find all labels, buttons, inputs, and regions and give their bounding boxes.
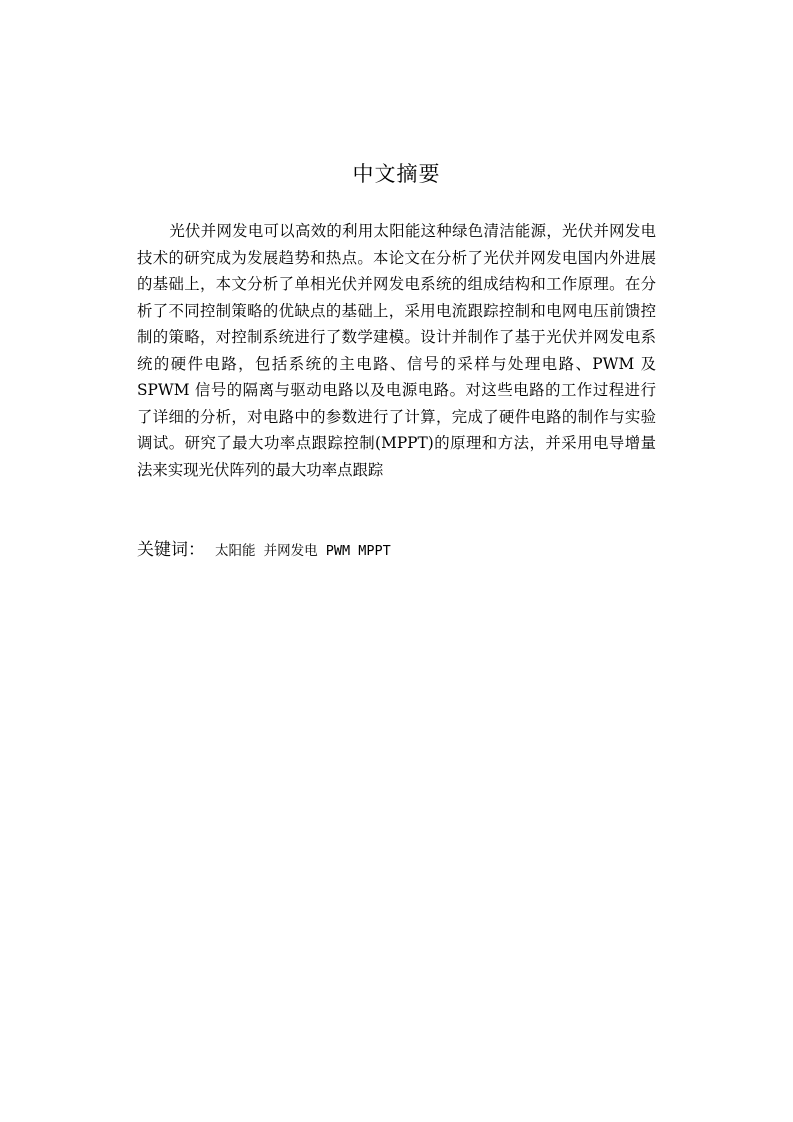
abstract-paragraph — [137, 218, 656, 483]
keywords-value: 太阳能 并网发电 PWM MPPT — [215, 543, 391, 559]
abstract-text: 光伏并网发电可以高效的利用太阳能这种绿色清洁能源，光伏并网发电技术的研究成为发展趋势和热点。本论文在分析了光伏并网发电国内外进展的基础上，本文分析了单相光伏并网发电系统的组成结构和工作原理。在分析了不同控制策略的优缺点的基础上，采用电流跟踪控制和电网电压前馈控制的策略，对控制系统进行了数学建模。设计并制作了基于光伏并网发电系统的硬件电路，包括系统的主电路、信号的采样与处理电路、PWM 及 SPWM 信号的隔离与驱动电路以及电源电路。对这些电路的工作过程进行了详细的分析，对电路中的参数进行了计算，完成了硬件电路的制作与实验调试。研究了最大功率点跟踪控制(MPPT)的原理和方法，并采用电导增量法来实现光伏阵列的最大功率点跟踪 — [137, 222, 656, 479]
keywords-line — [137, 538, 656, 563]
keywords-label: 关键词： — [137, 540, 205, 560]
page-title: 中文摘要 — [352, 162, 441, 186]
